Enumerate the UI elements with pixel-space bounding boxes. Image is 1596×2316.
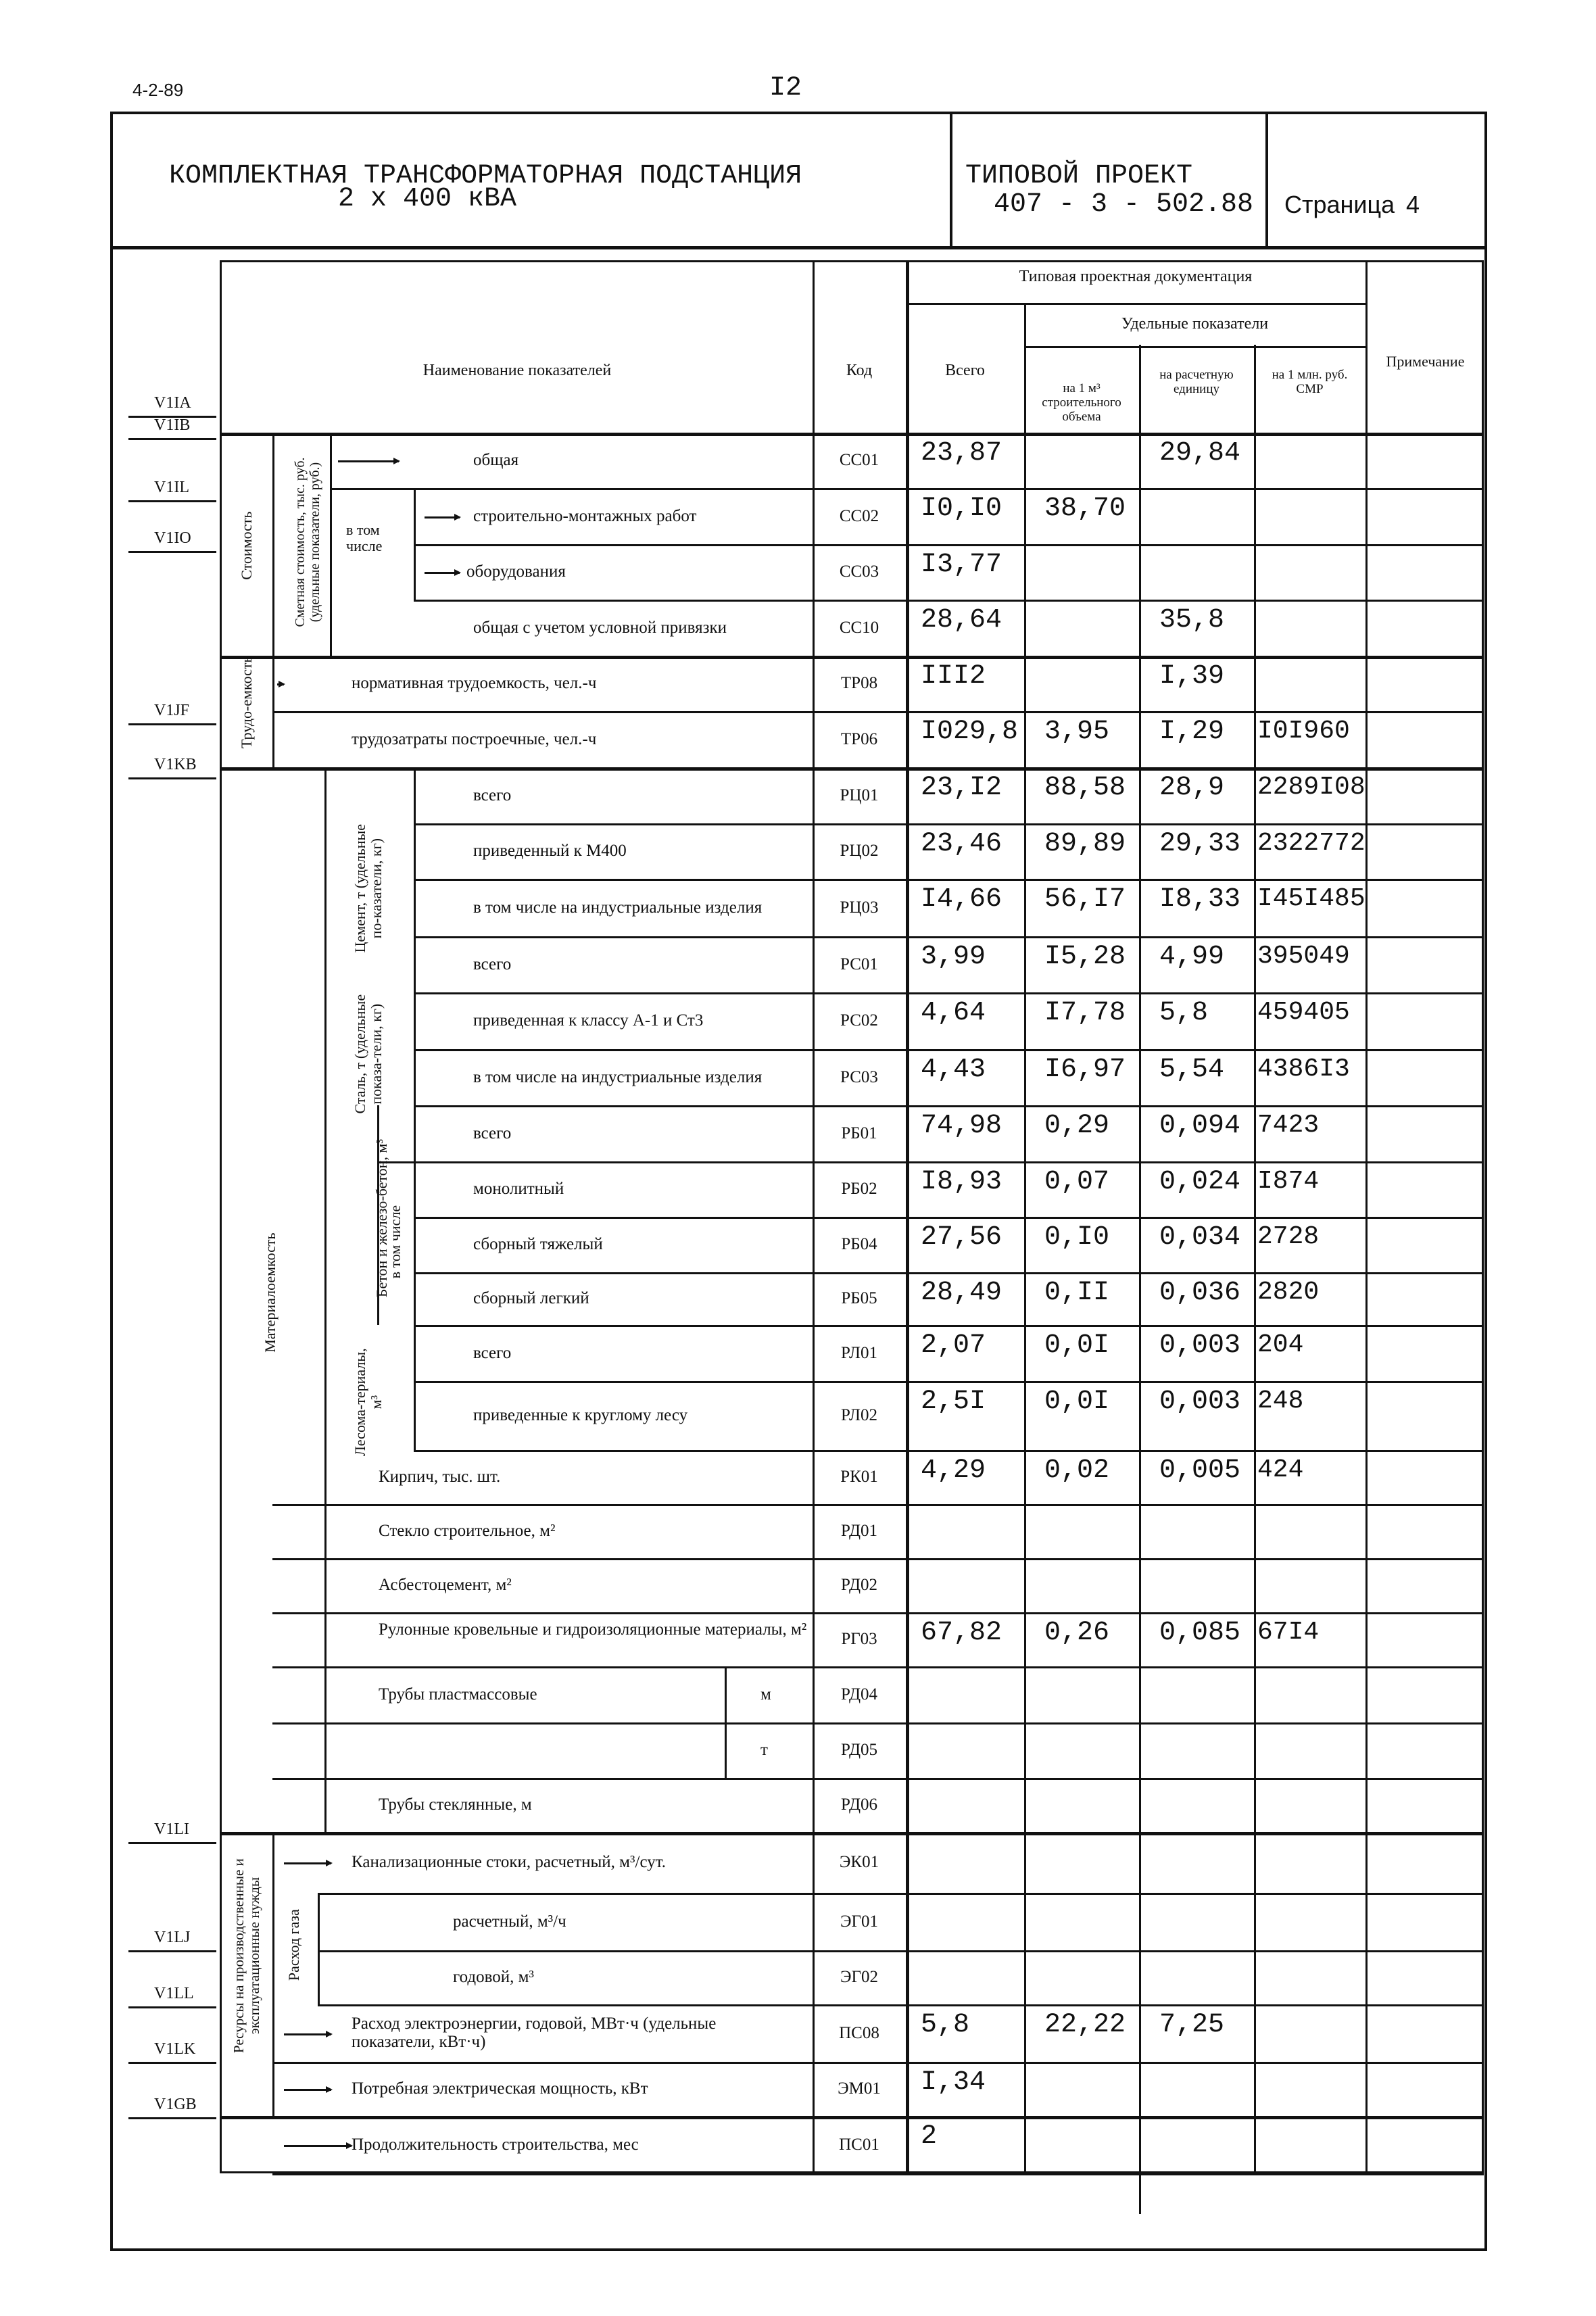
row-unit: I8,33	[1159, 884, 1241, 915]
row-total: 23,I2	[921, 773, 1002, 803]
header-per-mln: на 1 млн. руб. СМР	[1272, 368, 1348, 396]
row-total: I,34	[921, 2067, 986, 2098]
row-unit: 5,8	[1159, 998, 1209, 1028]
row-name: Рулонные кровельные и гидроизоляционные материалы, м²	[379, 1620, 807, 1639]
row-mln: 67I4	[1257, 1618, 1320, 1647]
row-code: СС03	[839, 562, 879, 581]
row-unit: 7,25	[1159, 2010, 1225, 2040]
row-unit: 0,094	[1159, 1111, 1241, 1141]
row-total: 2,07	[921, 1330, 986, 1361]
row-mln: 2322772	[1257, 829, 1365, 858]
row-code: СС01	[839, 451, 879, 469]
row-code: РД01	[840, 1522, 878, 1540]
leader-arrow-icon	[338, 460, 399, 462]
header-note: Примечание	[1386, 353, 1465, 370]
row-unit: 4,99	[1159, 942, 1225, 972]
header-specific: Удельные показатели	[1121, 315, 1269, 333]
row-sub-unit: т	[760, 1741, 768, 1759]
row-m3: 89,89	[1044, 829, 1126, 859]
side-label: V1GB	[154, 2096, 197, 2113]
leader-arrow-icon	[284, 2145, 352, 2147]
leader-arrow-icon	[284, 2033, 331, 2035]
row-unit: 35,8	[1159, 605, 1225, 635]
row-unit: 5,54	[1159, 1055, 1225, 1085]
row-mln: 248	[1257, 1386, 1304, 1416]
row-m3: 0,02	[1044, 1455, 1110, 1486]
row-unit: 0,005	[1159, 1455, 1241, 1486]
row-m3: 0,0I	[1044, 1386, 1110, 1417]
row-mln: 424	[1257, 1455, 1304, 1485]
row-name: всего	[473, 786, 512, 804]
row-total: 28,49	[921, 1278, 1002, 1308]
row-total: 23,46	[921, 829, 1002, 859]
leader-arrow-icon	[284, 1862, 331, 1864]
row-mln: 459405	[1257, 998, 1350, 1027]
group-timber: Лесома-териалы, м³	[351, 1348, 385, 1457]
row-total: 74,98	[921, 1111, 1002, 1141]
side-label: V1IA	[154, 394, 191, 412]
row-code: РЦ03	[840, 898, 879, 917]
row-code: РЛ01	[841, 1343, 877, 1362]
group-cost: Стоимость	[237, 511, 255, 580]
row-name: Трубы пластмассовые	[379, 1685, 537, 1704]
group-steel: Сталь, т (удельные показа-тели, кг)	[351, 994, 385, 1114]
row-total: I029,8	[921, 717, 1019, 747]
row-name: общая	[473, 451, 519, 469]
row-total: 3,99	[921, 942, 986, 972]
row-name: нормативная трудоемкость, чел.-ч	[352, 674, 597, 692]
row-code: РД05	[840, 1741, 878, 1759]
row-name: приведенная к классу А-1 и Ст3	[473, 1011, 704, 1030]
row-code: РД06	[840, 1795, 878, 1814]
group-incl: в том числе	[346, 521, 383, 555]
row-total: 2,5I	[921, 1386, 986, 1417]
row-code: ЭМ01	[838, 2079, 881, 2098]
row-code: РЛ02	[841, 1406, 877, 1424]
side-label: V1IO	[154, 529, 191, 547]
row-code: РБ04	[841, 1235, 877, 1253]
row-code: РС01	[840, 955, 878, 973]
group-material: Материалоемкость	[261, 1232, 279, 1353]
leader-arrow-icon	[425, 516, 460, 518]
group-labor: Трудо-емкость	[237, 656, 255, 749]
row-code: РК01	[840, 1468, 878, 1486]
row-code: СС10	[839, 618, 879, 637]
row-total: III2	[921, 661, 986, 692]
row-total: I8,93	[921, 1167, 1002, 1197]
row-sub-unit: м	[760, 1685, 771, 1704]
row-mln: I874	[1257, 1167, 1320, 1196]
row-total: I3,77	[921, 550, 1002, 580]
row-mln: 7423	[1257, 1111, 1320, 1140]
side-label: V1LL	[154, 1985, 194, 2002]
row-code: РД02	[840, 1576, 878, 1594]
row-name: всего	[473, 1124, 512, 1142]
project-line2: 407 - 3 - 502.88	[994, 189, 1254, 220]
row-code: ПС01	[839, 2135, 879, 2154]
row-m3: 88,58	[1044, 773, 1126, 803]
row-name: годовой, м³	[453, 1968, 534, 1986]
row-name: общая с учетом условной привязки	[473, 618, 727, 637]
row-name: Канализационные стоки, расчетный, м³/сут.	[352, 1853, 667, 1871]
group-resources: Ресурсы на производственные и эксплуатационные нужды	[230, 1858, 262, 2054]
title-line2: 2 х 400 кВА	[338, 184, 517, 214]
row-code: РГ03	[841, 1630, 877, 1648]
row-name: Кирпич, тыс. шт.	[379, 1468, 501, 1486]
row-code: РД04	[840, 1685, 878, 1704]
row-mln: I45I485	[1257, 884, 1365, 913]
row-name: Расход электроэнергии, годовой, МВт·ч (удельные показатели, кВт·ч)	[352, 2014, 717, 2051]
row-unit: I,39	[1159, 661, 1225, 692]
row-name: приведенные к круглому лесу	[473, 1406, 688, 1424]
row-code: РЦ02	[840, 842, 879, 860]
row-total: 23,87	[921, 438, 1002, 468]
group-cost-sub: Сметная стоимость, тыс. руб. (удельные показатели, руб.)	[293, 457, 322, 627]
side-label: V1IB	[154, 416, 191, 434]
row-code: ТР06	[840, 729, 878, 748]
group-concrete-incl: в том числе	[386, 1205, 404, 1279]
row-unit: 29,33	[1159, 829, 1241, 859]
row-unit: 29,84	[1159, 438, 1241, 468]
row-total: 4,64	[921, 998, 986, 1028]
row-name: трудозатраты построечные, чел.-ч	[352, 729, 597, 748]
row-code: ЭГ01	[840, 1912, 878, 1931]
header-per-unit: на расчетную единицу	[1159, 368, 1234, 396]
row-name: монолитный	[473, 1180, 564, 1198]
row-m3: I5,28	[1044, 942, 1126, 972]
row-name: Трубы стеклянные, м	[379, 1795, 532, 1814]
row-mln: 2289I08	[1257, 773, 1365, 802]
row-name: расчетный, м³/ч	[453, 1912, 566, 1931]
leader-arrow-icon	[425, 572, 460, 574]
row-name: сборный легкий	[473, 1289, 589, 1307]
row-unit: I,29	[1159, 717, 1225, 747]
row-name: всего	[473, 955, 512, 973]
row-m3: I7,78	[1044, 998, 1126, 1028]
row-name: Потребная электрическая мощность, кВт	[352, 2079, 648, 2098]
row-code: РБ01	[841, 1124, 877, 1142]
row-m3: I6,97	[1044, 1055, 1126, 1085]
group-gas: Расход газа	[285, 1909, 302, 1981]
side-label: V1IL	[154, 479, 189, 496]
row-name: оборудования	[466, 562, 566, 581]
row-total: I4,66	[921, 884, 1002, 915]
header-name: Наименование показателей	[422, 362, 612, 379]
row-mln: 204	[1257, 1330, 1304, 1359]
row-m3: 0,II	[1044, 1278, 1110, 1308]
row-total: 5,8	[921, 2010, 970, 2040]
row-total: 2	[921, 2121, 938, 2152]
row-m3: 0,I0	[1044, 1222, 1110, 1253]
side-label: V1LJ	[154, 1929, 191, 1946]
row-name: приведенный к М400	[473, 842, 627, 860]
side-label: V1LI	[154, 1820, 189, 1838]
row-total: 4,43	[921, 1055, 986, 1085]
title-line1: КОМПЛЕКТНАЯ ТРАНСФОРМАТОРНАЯ ПОДСТАНЦИЯ	[169, 161, 802, 191]
row-unit: 0,003	[1159, 1386, 1241, 1417]
row-total: 27,56	[921, 1222, 1002, 1253]
row-code: РС02	[840, 1011, 878, 1030]
row-mln: 2820	[1257, 1278, 1320, 1307]
row-m3: 38,70	[1044, 493, 1126, 524]
row-total: 28,64	[921, 605, 1002, 635]
row-unit: 0,036	[1159, 1278, 1241, 1308]
row-code: ЭК01	[839, 1853, 879, 1871]
row-name: сборный тяжелый	[473, 1235, 603, 1253]
row-name: Продолжительность строительства, мес	[352, 2135, 639, 2154]
row-unit: 0,003	[1159, 1330, 1241, 1361]
side-label: V1KB	[154, 756, 197, 773]
group-concrete: Бетон и железо-бетон, м³	[372, 1139, 390, 1298]
row-name: строительно-монтажных работ	[473, 506, 697, 525]
leader-arrow-icon	[277, 683, 284, 685]
row-name: в том числе на индустриальные изделия	[473, 898, 763, 917]
project-line1: ТИПОВОЙ ПРОЕКТ	[965, 161, 1193, 191]
row-name: Стекло строительное, м²	[379, 1522, 556, 1540]
header-typical-doc: Типовая проектная документация	[1019, 268, 1253, 285]
row-m3: 0,29	[1044, 1111, 1110, 1141]
header-code: Код	[846, 362, 873, 379]
row-m3: 56,I7	[1044, 884, 1126, 915]
row-code: РБ05	[841, 1289, 877, 1307]
row-code: РС03	[840, 1067, 878, 1086]
row-unit: 0,024	[1159, 1167, 1241, 1197]
row-m3: 3,95	[1044, 717, 1110, 747]
row-m3: 0,26	[1044, 1618, 1110, 1648]
row-name: Асбестоцемент, м²	[379, 1576, 512, 1594]
row-code: РЦ01	[840, 786, 879, 804]
doc-code: 4-2-89	[132, 80, 184, 100]
header-per-m3: на 1 м³ строительного объема	[1042, 381, 1121, 424]
row-m3: 0,0I	[1044, 1330, 1110, 1361]
page-value: 4	[1406, 191, 1420, 218]
page-label: Страница	[1284, 191, 1395, 218]
row-code: РБ02	[841, 1180, 877, 1198]
row-code: СС02	[839, 506, 879, 525]
side-label: V1LK	[154, 2040, 196, 2058]
row-unit: 28,9	[1159, 773, 1225, 803]
row-m3: 0,07	[1044, 1167, 1110, 1197]
row-total: 67,82	[921, 1618, 1002, 1648]
side-label: V1JF	[154, 702, 190, 719]
page-number: I2	[769, 73, 802, 103]
row-mln: 4386I3	[1257, 1055, 1350, 1084]
row-mln: I0I960	[1257, 717, 1350, 746]
row-code: ЭГ02	[840, 1968, 878, 1986]
row-name: в том числе на индустриальные изделия	[473, 1067, 763, 1086]
leader-arrow-icon	[284, 2089, 331, 2091]
group-cement: Цемент, т (удельные по-казатели, кг)	[351, 823, 385, 953]
row-code: ТР08	[840, 674, 878, 692]
row-unit: 0,034	[1159, 1222, 1241, 1253]
row-mln: 395049	[1257, 942, 1350, 971]
title-divider	[110, 246, 1487, 249]
header-total: Всего	[945, 362, 985, 379]
row-mln: 2728	[1257, 1222, 1320, 1251]
row-m3: 22,22	[1044, 2010, 1126, 2040]
row-name: всего	[473, 1343, 512, 1362]
row-unit: 0,085	[1159, 1618, 1241, 1648]
row-total: I0,I0	[921, 493, 1002, 524]
row-code: ПС08	[839, 2023, 879, 2042]
row-total: 4,29	[921, 1455, 986, 1486]
